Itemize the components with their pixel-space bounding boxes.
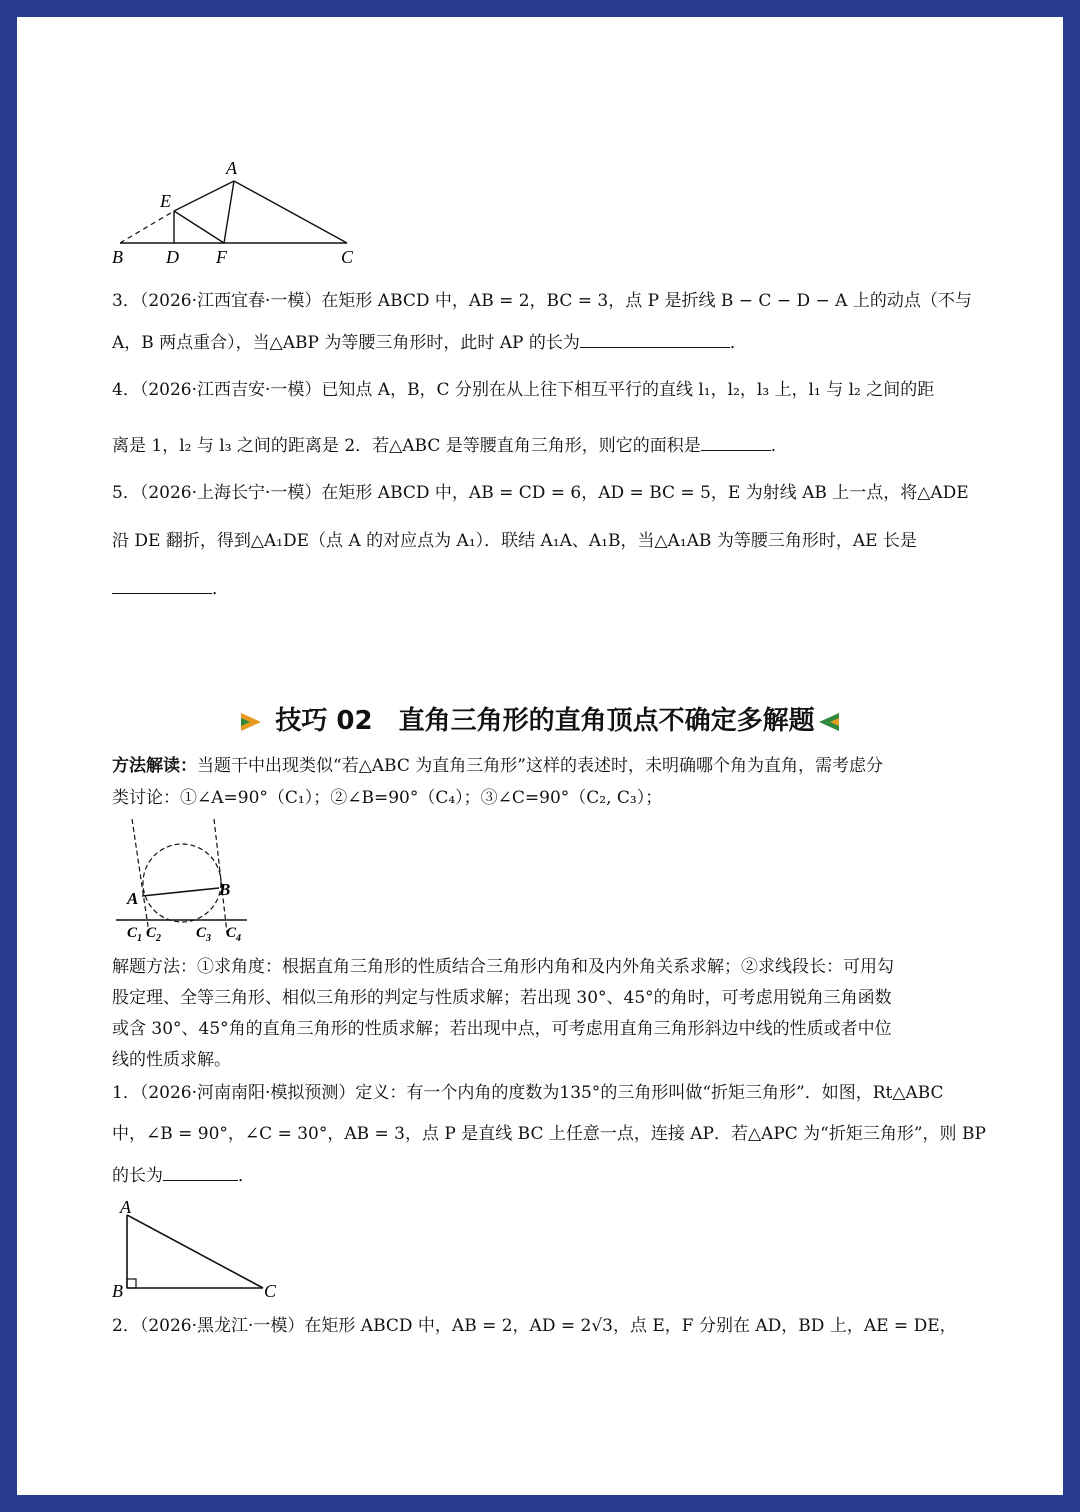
answer-blank-q4 [701, 434, 771, 451]
dashed-perp-a [132, 819, 149, 933]
label-c2: C [146, 925, 157, 941]
method-lead: 方法解读： [112, 756, 197, 776]
line-ac [234, 181, 347, 243]
arrow-right-icon [241, 713, 261, 731]
label-e: E [160, 191, 171, 211]
answer-blank-q3 [580, 331, 730, 348]
line-ea [174, 181, 234, 211]
question-4-line-2 [112, 434, 788, 457]
question-5-line-3 [112, 577, 229, 600]
problem-1-line-1: 1．（2026·河南南阳·模拟预测）定义：有一个内角的度数为135°的三角形叫做“折矩三角形”．如图，Rt△ABC [112, 1083, 944, 1103]
problem-1-line-3-text: 的长为 [112, 1166, 163, 1186]
solution-line-3: 或含 30°、45°角的直角三角形的性质求解；若出现中点，可考虑用直角三角形斜边中线的性质或者中位 [112, 1019, 892, 1039]
sub-3: 3 [206, 933, 211, 944]
answer-blank-p1 [163, 1164, 238, 1181]
question-5-line-2: 沿 DE 翻折，得到△A₁DE（点 A 的对应点为 A₁）．联结 A₁A、A₁B，当△A₁AB 为等腰三角形时，AE 长是 [112, 531, 917, 551]
label-c4: C [226, 925, 237, 941]
end-dot: ． [212, 579, 229, 599]
dashed-perp-b [214, 819, 227, 933]
label-b: B [112, 1281, 123, 1301]
problem-1-line-3 [112, 1164, 255, 1187]
question-4-line-2-text: 离是 1，l₂ 与 l₃ 之间的距离是 2．若△ABC 是等腰直角三角形，则它的面积是 [112, 436, 701, 456]
label-f: F [216, 247, 227, 267]
sub-1: 1 [137, 933, 142, 944]
problem-2-line-1: 2．（2026·黑龙江·一模）在矩形 ABCD 中，AB = 2，AD = 2√3，点 E，F 分别在 AD，BD 上，AE = DE， [112, 1316, 957, 1336]
question-5-line-1: 5．（2026·上海长宁·一模）在矩形 ABCD 中，AB = CD = 6，AD = BC = 5，E 为射线 AB 上一点，将△ADE [112, 483, 969, 503]
end-dot: ． [729, 333, 747, 353]
problem-1-line-2: 中，∠B = 90°，∠C = 30°，AB = 3，点 P 是直线 BC 上任意一点，连接 AP．若△APC 为“折矩三角形”，则 BP [112, 1124, 986, 1144]
dashed-be [120, 211, 174, 243]
figure-2-svg [112, 817, 262, 944]
label-c: C [341, 247, 354, 267]
label-c: C [264, 1281, 277, 1301]
label-a: A [226, 158, 237, 178]
question-3-line-1: 3．（2026·江西宜春·一模）在矩形 ABCD 中，AB = 2，BC = 3，点 P 是折线 B − C − D − A 上的动点（不与 [112, 291, 972, 311]
answer-blank-q5 [112, 577, 212, 594]
label-a: A [120, 1197, 131, 1217]
line-af [224, 181, 234, 243]
sub-4: 4 [236, 933, 241, 944]
line-ac [127, 1215, 263, 1288]
label-a: A [127, 889, 139, 908]
line-ef [174, 211, 224, 243]
solution-line-2: 股定理、全等三角形、相似三角形的判定与性质求解；若出现 30°、45°的角时，可考虑用锐角三角函数 [112, 988, 892, 1008]
label-c1: C [127, 925, 138, 941]
section-title-text: 技巧 02 直角三角形的直角顶点不确定多解题 [275, 706, 815, 736]
question-4-line-1: 4．（2026·江西吉安·一模）已知点 A，B，C 分别在从上往下相互平行的直线 l₁，l₂，l₃ 上，l₁ 与 l₂ 之间的距 [112, 380, 935, 400]
method-line-1-text: 当题干中出现类似“若△ABC 为直角三角形”这样的表述时，未明确哪个角为直角，需考虑分 [197, 756, 883, 776]
end-dot: ． [238, 1166, 255, 1186]
end-dot: ． [770, 436, 788, 456]
label-c3: C [196, 925, 207, 941]
section-heading [17, 701, 1063, 741]
figure-triangle-bdfc [112, 157, 372, 272]
question-3-line-2-text: A，B 两点重合），当△ABP 为等腰三角形时，此时 AP 的长为 [112, 333, 580, 353]
figure-right-triangle [112, 1197, 292, 1301]
method-line-2: 类讨论：①∠A=90°（C₁）；②∠B=90°（C₄）；③∠C=90°（C₂, C₃）； [112, 788, 663, 808]
solution-line-1: 解题方法：①求角度：根据直角三角形的性质结合三角形内角和及内外角关系求解；②求线段长：可用勾 [112, 957, 894, 977]
arrow-left-icon [819, 713, 839, 731]
solution-line-4: 线的性质求解。 [112, 1050, 231, 1070]
document-page [17, 17, 1063, 1495]
question-3-line-2 [112, 331, 747, 354]
sub-2: 2 [156, 933, 161, 944]
right-angle-mark [127, 1279, 136, 1288]
label-b: B [219, 880, 231, 899]
figure-3-svg [112, 1197, 292, 1301]
figure-1-svg [112, 157, 372, 272]
figure-circle-ab [112, 817, 262, 944]
segment-ab [142, 888, 219, 896]
label-d: D [166, 247, 179, 267]
label-b: B [112, 247, 123, 267]
dashed-circle [143, 844, 221, 922]
method-line-1 [112, 755, 883, 777]
